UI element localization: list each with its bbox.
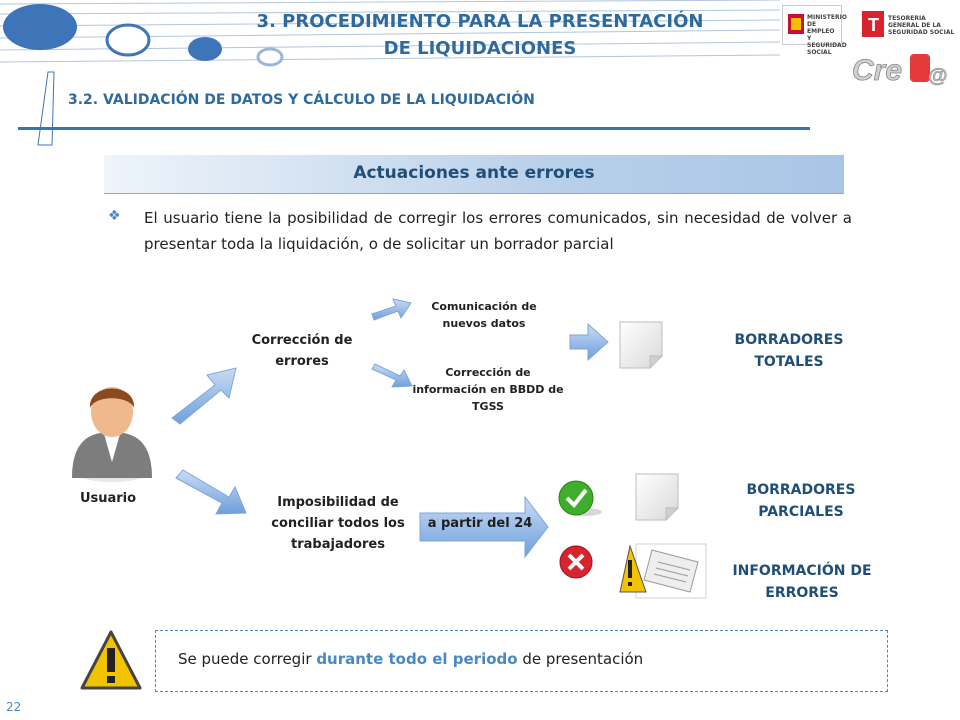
check-icon xyxy=(559,481,602,516)
arrow-to-total-drafts xyxy=(570,324,608,360)
document-total-icon xyxy=(620,322,662,368)
total-drafts-label: BORRADORES TOTALES xyxy=(734,332,844,370)
svg-text:Cre: Cre xyxy=(852,54,903,87)
correction-label: Corrección de errores xyxy=(251,333,353,369)
document-partial-icon xyxy=(636,474,678,520)
arrow-down-impossible xyxy=(176,470,246,514)
bbdd-label: Corrección de información en BBDD de TGSS xyxy=(412,366,564,413)
arrow-to-new-data xyxy=(372,299,411,320)
intro-paragraph: El usuario tiene la posibilidad de corregir los errores comunicados, sin necesidad de volver a presentar toda la liquidación, o de solicitar un borrador parcial xyxy=(144,209,852,253)
from-date-label: a partir del 24 xyxy=(427,516,533,531)
note-highlight: durante todo el periodo xyxy=(316,650,518,668)
section-subtitle: 3.2. VALIDACIÓN DE DATOS Y CÁLCULO DE LA LIQUIDACIÓN xyxy=(68,92,535,108)
section-title: Actuaciones ante errores xyxy=(353,163,595,183)
partial-drafts-label: BORRADORES PARCIALES xyxy=(746,482,856,520)
ministerio-logo: MINISTERIO DE EMPLEO Y SEGURIDAD SOCIAL xyxy=(782,5,842,45)
page-title: 3. PROCEDIMIENTO PARA LA PRESENTACIÓN DE LIQUIDACIONES xyxy=(256,11,704,59)
arrow-to-bbdd xyxy=(372,364,412,387)
warning-document-icon xyxy=(620,544,706,598)
impossible-label: Imposibilidad de conciliar todos los trabajadores xyxy=(271,495,405,552)
warning-sign-icon xyxy=(82,632,140,688)
tgss-logo: T TESORERIA GENERAL DE LA SEGURIDAD SOCIAL xyxy=(862,5,957,43)
error-icon xyxy=(560,546,592,578)
page-number: 22 xyxy=(6,700,22,714)
new-data-label: Comunicación de nuevos datos xyxy=(431,300,537,330)
svg-text:@: @ xyxy=(928,65,948,87)
note-text: Se puede corregir durante todo el periodo de presentación xyxy=(178,650,644,668)
arrow-up-correction xyxy=(172,368,236,424)
error-info-label: INFORMACIÓN DE ERRORES xyxy=(732,563,872,601)
user-label: Usuario xyxy=(79,491,137,506)
diamond-bullet-icon: ❖ xyxy=(108,208,121,224)
svg-text:T: T xyxy=(868,15,879,35)
user-avatar-icon xyxy=(72,387,152,482)
